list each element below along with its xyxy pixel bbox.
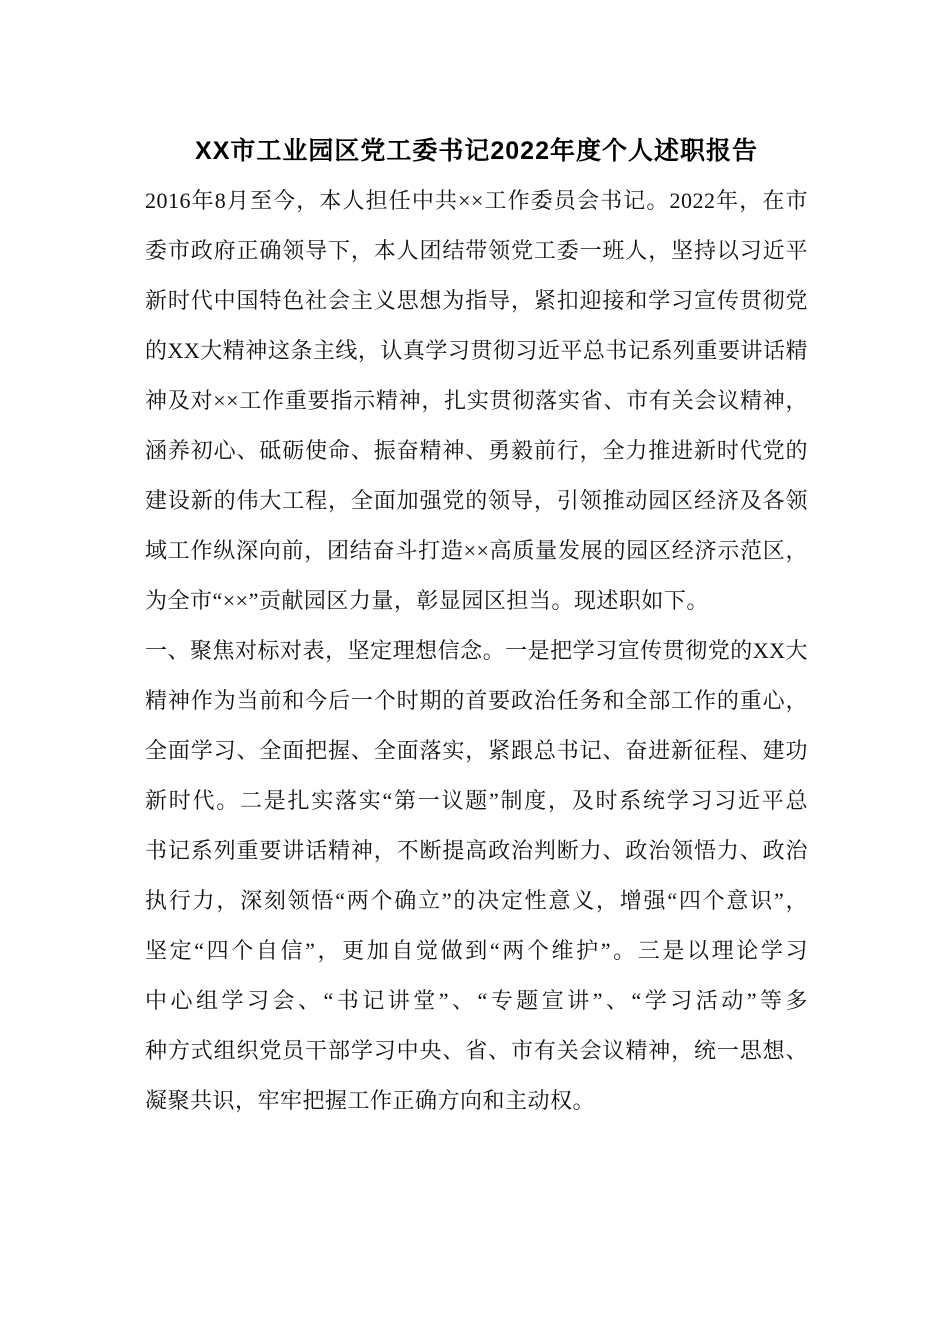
text-line: 的XX大精神这条主线，认真学习贯彻习近平总书记系列重要讲话精 bbox=[145, 338, 808, 363]
document-body bbox=[145, 176, 808, 1126]
text-line: 新时代。二是扎实落实“第一议题”制度，及时系统学习习近平总 bbox=[145, 788, 808, 813]
text-line: 为全市“××”贡献园区力量，彰显园区担当。现述职如下。 bbox=[145, 588, 709, 613]
text-line: 精神作为当前和今后一个时期的首要政治任务和全部工作的重心， bbox=[145, 688, 808, 713]
text-line: 凝聚共识，牢牢把握工作正确方向和主动权。 bbox=[145, 1088, 596, 1113]
text-line: 坚定“四个自信”，更加自觉做到“两个维护”。三是以理论学习 bbox=[145, 938, 808, 963]
text-line: 涵养初心、砥砺使命、振奋精神、勇毅前行，全力推进新时代党的 bbox=[145, 438, 808, 463]
paragraph-intro bbox=[145, 176, 808, 626]
document-title: XX市工业园区党工委书记2022年度个人述职报告 bbox=[195, 137, 758, 165]
text-line: 执行力，深刻领悟“两个确立”的决定性意义，增强“四个意识”， bbox=[145, 888, 808, 913]
text-line: 种方式组织党员干部学习中央、省、市有关会议精神，统一思想、 bbox=[145, 1038, 808, 1063]
paragraph-section-1 bbox=[145, 626, 808, 1126]
text-line: 新时代中国特色社会主义思想为指导，紧扣迎接和学习宣传贯彻党 bbox=[145, 288, 808, 313]
text-line: 中心组学习会、“书记讲堂”、“专题宣讲”、“学习活动”等多 bbox=[145, 988, 808, 1013]
text-line: 神及对××工作重要指示精神，扎实贯彻落实省、市有关会议精神， bbox=[145, 388, 808, 413]
text-line: 书记系列重要讲话精神，不断提高政治判断力、政治领悟力、政治 bbox=[145, 838, 808, 863]
text-line: 全面学习、全面把握、全面落实，紧跟总书记、奋进新征程、建功 bbox=[145, 738, 808, 763]
text-line: 域工作纵深向前，团结奋斗打造××高质量发展的园区经济示范区， bbox=[145, 538, 808, 563]
text-line: 委市政府正确领导下，本人团结带领党工委一班人，坚持以习近平 bbox=[145, 238, 808, 263]
text-line: 建设新的伟大工程，全面加强党的领导，引领推动园区经济及各领 bbox=[145, 488, 808, 513]
text-line: 一、聚焦对标对表，坚定理想信念。一是把学习宣传贯彻党的XX大 bbox=[145, 638, 808, 663]
text-line: 2016年8月至今，本人担任中共××工作委员会书记。2022年，在市 bbox=[145, 188, 808, 213]
